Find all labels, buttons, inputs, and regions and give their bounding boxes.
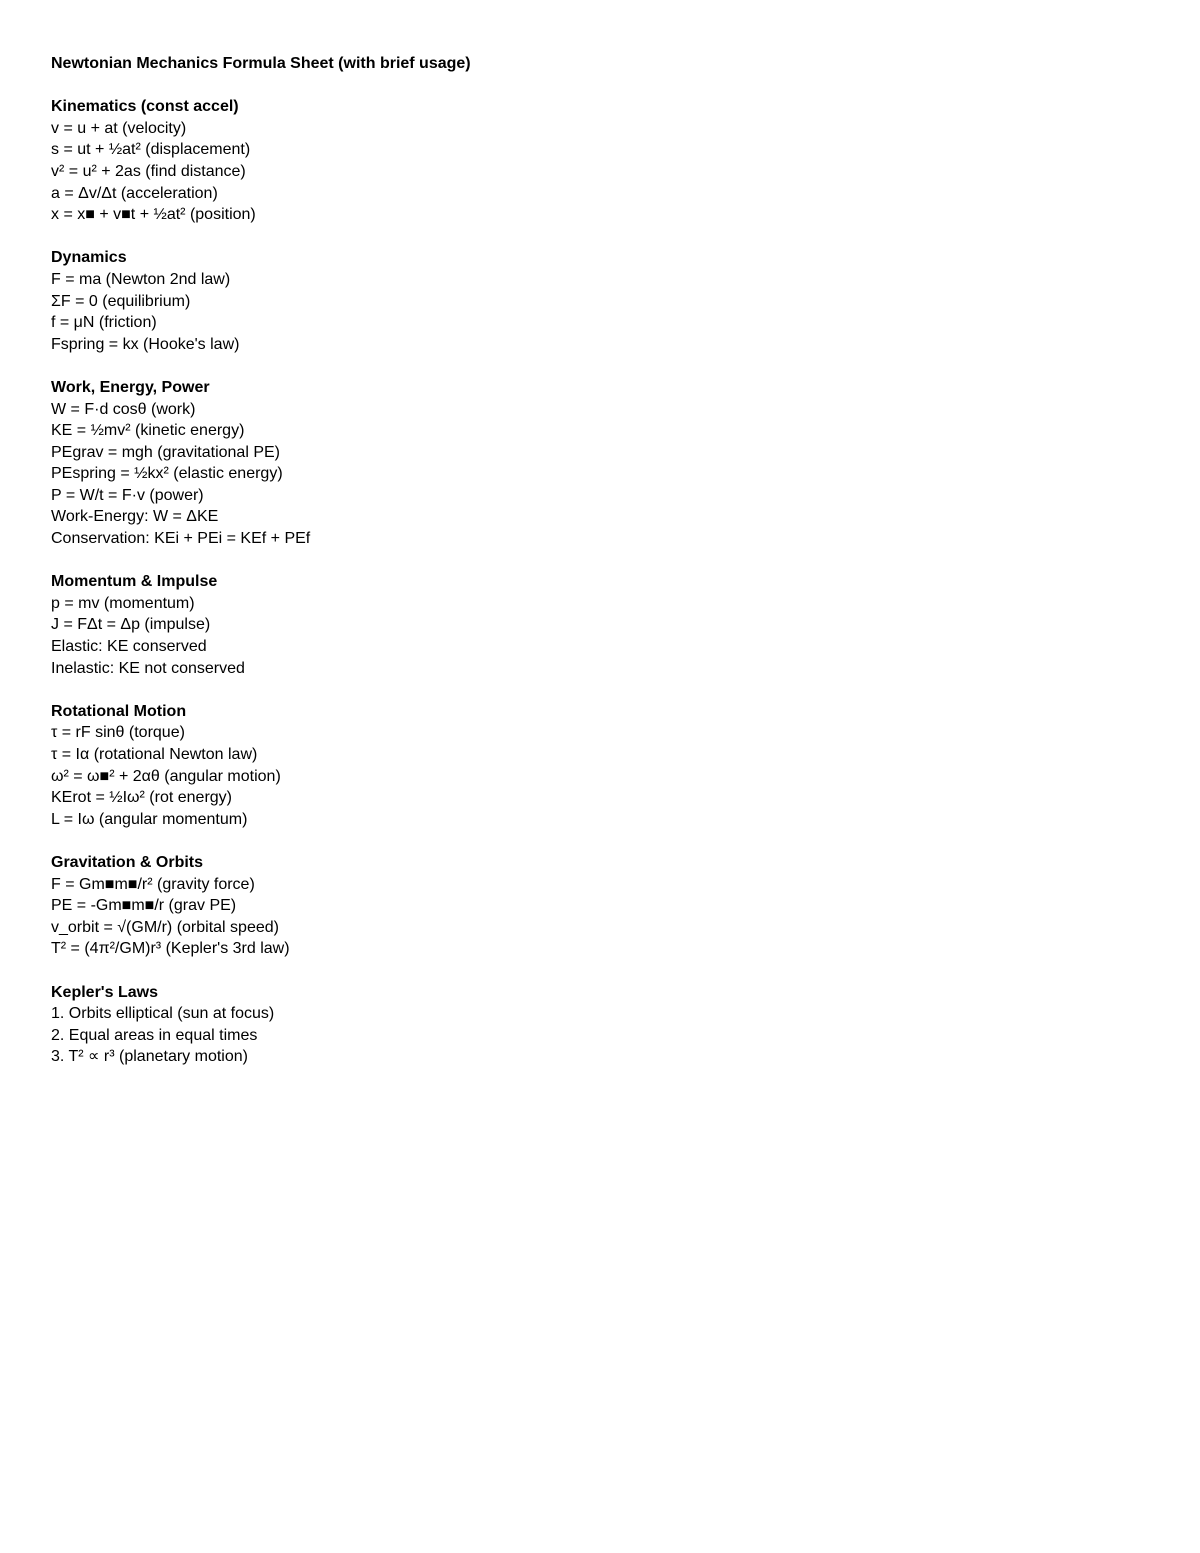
formula-line: 3. T² ∝ r³ (planetary motion) xyxy=(51,1048,248,1066)
section-heading: Kinematics (const accel) xyxy=(51,98,239,116)
section-heading: Gravitation & Orbits xyxy=(51,853,204,871)
section-kinematics xyxy=(51,96,1151,226)
document-title: Newtonian Mechanics Formula Sheet (with brief usage) xyxy=(51,55,471,72)
formula-line: Fspring = kx (Hooke's law) xyxy=(51,335,240,353)
formula-line: 1. Orbits elliptical (sun at focus) xyxy=(51,1005,275,1023)
section-work-energy-power xyxy=(51,377,1151,550)
formula-line: ω² = ω■² + 2αθ (angular motion) xyxy=(51,767,281,785)
formula-line: a = Δv/Δt (acceleration) xyxy=(51,184,218,202)
formula-line: τ = Iα (rotational Newton law) xyxy=(51,746,258,763)
formula-line: L = Iω (angular momentum) xyxy=(51,810,248,828)
section-heading: Dynamics xyxy=(51,249,127,267)
formula-line: v = u + at (velocity) xyxy=(51,119,187,137)
formula-line: PEspring = ½kx² (elastic energy) xyxy=(51,465,283,483)
formula-line: x = x■ + v■t + ½at² (position) xyxy=(51,206,256,224)
formula-line: Work-Energy: W = ΔKE xyxy=(51,508,219,526)
formula-line: J = FΔt = Δp (impulse) xyxy=(51,616,211,634)
formula-line: PE = -Gm■m■/r (grav PE) xyxy=(51,897,237,915)
section-heading: Rotational Motion xyxy=(51,702,187,720)
formula-line: PEgrav = mgh (gravitational PE) xyxy=(51,443,280,461)
formula-line: τ = rF sinθ (torque) xyxy=(51,724,185,742)
formula-line: T² = (4π²/GM)r³ (Kepler's 3rd law) xyxy=(51,940,290,958)
formula-line: p = mv (momentum) xyxy=(51,594,195,612)
formula-line: Inelastic: KE not conserved xyxy=(51,659,245,677)
formula-line: Elastic: KE conserved xyxy=(51,638,207,656)
section-dynamics xyxy=(51,247,1151,355)
section-momentum-impulse xyxy=(51,571,1151,679)
section-heading: Work, Energy, Power xyxy=(51,378,210,396)
formula-line: 2. Equal areas in equal times xyxy=(51,1026,258,1044)
formula-line: ΣF = 0 (equilibrium) xyxy=(51,292,191,310)
formula-sheet xyxy=(51,53,1151,1068)
formula-line: F = ma (Newton 2nd law) xyxy=(51,270,231,288)
formula-line: KErot = ½Iω² (rot energy) xyxy=(51,789,232,807)
formula-line: v² = u² + 2as (find distance) xyxy=(51,162,246,180)
formula-line: f = μN (friction) xyxy=(51,314,157,332)
formula-line: Conservation: KEi + PEi = KEf + PEf xyxy=(51,530,311,548)
section-gravitation-orbits xyxy=(51,852,1151,960)
formula-line: v_orbit = √(GM/r) (orbital speed) xyxy=(51,918,279,936)
formula-line: s = ut + ½at² (displacement) xyxy=(51,141,251,159)
formula-line: KE = ½mv² (kinetic energy) xyxy=(51,422,245,440)
section-heading: Kepler's Laws xyxy=(51,983,158,1001)
section-keplers-laws xyxy=(51,982,1151,1068)
formula-line: P = W/t = F·v (power) xyxy=(51,486,204,504)
formula-line: W = F·d cosθ (work) xyxy=(51,400,196,418)
formula-line: F = Gm■m■/r² (gravity force) xyxy=(51,875,255,893)
section-heading: Momentum & Impulse xyxy=(51,573,218,591)
section-rotational-motion xyxy=(51,701,1151,831)
